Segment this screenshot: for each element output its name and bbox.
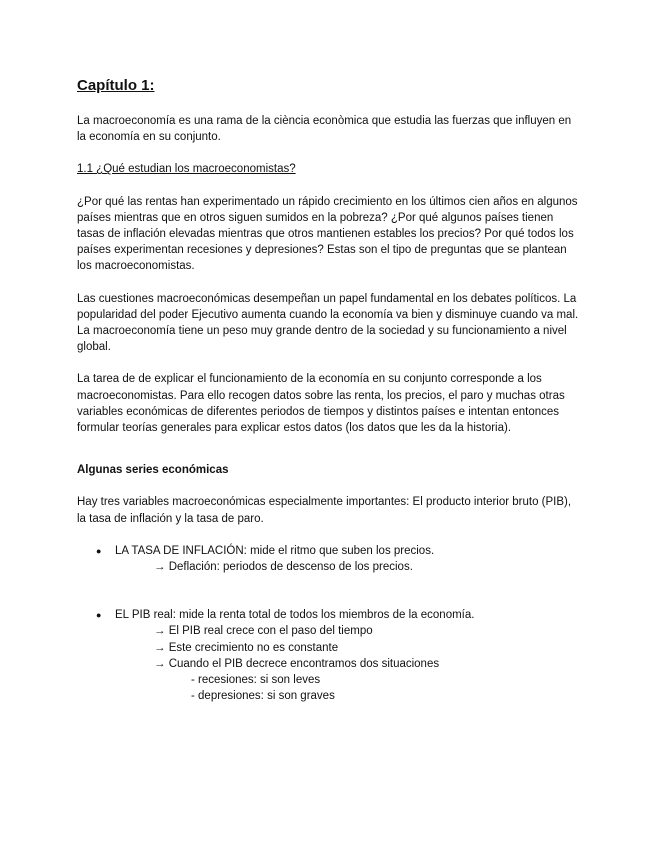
document-page <box>77 76 582 704</box>
paragraph-politics: Las cuestiones macroeconómicas desempeñan un papel fundamental en los debates políticos. La popularidad del poder Ejecutivo aumenta cuando la economía va bien y disminuye cuando va mal. La macroeconomía tiene un peso muy grande dentro de la sociedad y su funcionamiento a nivel global. <box>77 292 579 354</box>
pib-not-constant-line: → Este crecimiento no es constante <box>154 641 339 654</box>
depressions-line: - depresiones: si son graves <box>191 690 335 703</box>
series-heading: Algunas series económicas <box>77 464 229 477</box>
paragraph-questions: ¿Por qué las rentas han experimentado un rápido crecimiento en los últimos cien años en algunos países mientras que en otros siguen sumidos en la pobreza? ¿Por qué algunos países tienen tasas de inflación elevadas mientras que otros mantienen estables los precios? Por qué todos los países experimentan recesiones y depresiones? Estas son el tipo de preguntas que se plantean los macroeconomistas. <box>77 195 578 273</box>
series-intro: Hay tres variables macroeconómicas especialmente importantes: El producto interior bruto (PIB), la tasa de inflación y la tasa de paro. <box>77 496 572 525</box>
inflation-list <box>77 543 582 559</box>
chapter-title: Capítulo 1: <box>77 77 155 94</box>
bullet-inflation: ● LA TASA DE INFLACIÓN: mide el ritmo que suben los precios. <box>77 543 582 559</box>
pib-growth-line: → El PIB real crece con el paso del tiempo <box>154 625 373 638</box>
deflation-line: → Deflación: periodos de descenso de los precios. <box>154 561 413 574</box>
paragraph-task: La tarea de de explicar el funcionamiento de la economía en su conjunto corresponde a los macroeconomistas. Para ello recogen datos sobre las renta, los precios, el paro y muchas otras variables económicas de diferentes periodos de tiempos y distintos países e intentan entonces formular teorías generales para explicar estos datos (los datos que les da la historia). <box>77 373 565 435</box>
pib-list <box>77 607 582 623</box>
recessions-line: - recesiones: si son leves <box>191 674 321 687</box>
bullet-pib: ● EL PIB real: mide la renta total de todos los miembros de la economía. <box>77 607 582 623</box>
section-1-1-title: 1.1 ¿Qué estudian los macroeconomistas? <box>77 163 296 176</box>
pib-decrease-line: → Cuando el PIB decrece encontramos dos situaciones <box>154 657 440 670</box>
intro-paragraph: La macroeconomía es una rama de la ciència econòmica que estudia las fuerzas que influyen en la economía en su conjunto. <box>77 115 572 144</box>
